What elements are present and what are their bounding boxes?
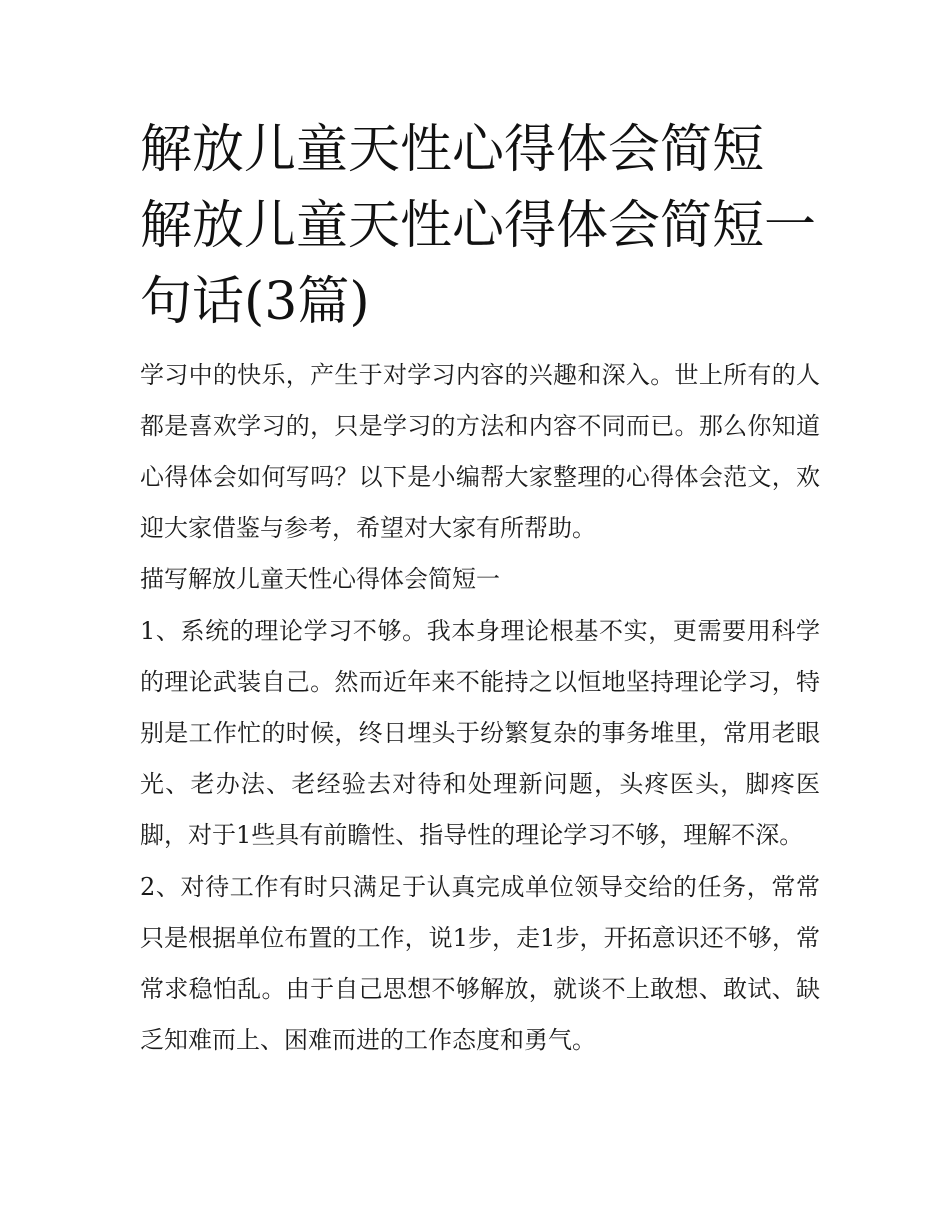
body-paragraph-2: 2、对待工作有时只满足于认真完成单位领导交给的任务，常常只是根据单位布置的工作，说1步，走1步，开拓意识还不够，常常求稳怕乱。由于自己思想不够解放，就谈不上敢想、敢试、缺乏知难而上、困难而进的工作态度和勇气。 [140,873,820,1054]
document-body [140,112,820,1066]
body-paragraph-1: 1、系统的理论学习不够。我本身理论根基不实，更需要用科学的理论武装自己。然而近年来不能持之以恒地坚持理论学习，特别是工作忙的时候，终日埋头于纷繁复杂的事务堆里，常用老眼光、老办法、老经验去对待和处理新问题，头疼医头，脚疼医脚，对于1些具有前瞻性、指导性的理论学习不够，理解不深。 [140,617,820,849]
section-heading: 描写解放儿童天性心得体会简短一 [140,565,500,593]
intro-paragraph: 学习中的快乐，产生于对学习内容的兴趣和深入。世上所有的人都是喜欢学习的，只是学习的方法和内容不同而已。那么你知道心得体会如何写吗？以下是小编帮大家整理的心得体会范文，欢迎大家借鉴与参考，希望对大家有所帮助。 [140,361,820,542]
document-title: 解放儿童天性心得体会简短 解放儿童天性心得体会简短一句话(3篇) [140,120,817,332]
